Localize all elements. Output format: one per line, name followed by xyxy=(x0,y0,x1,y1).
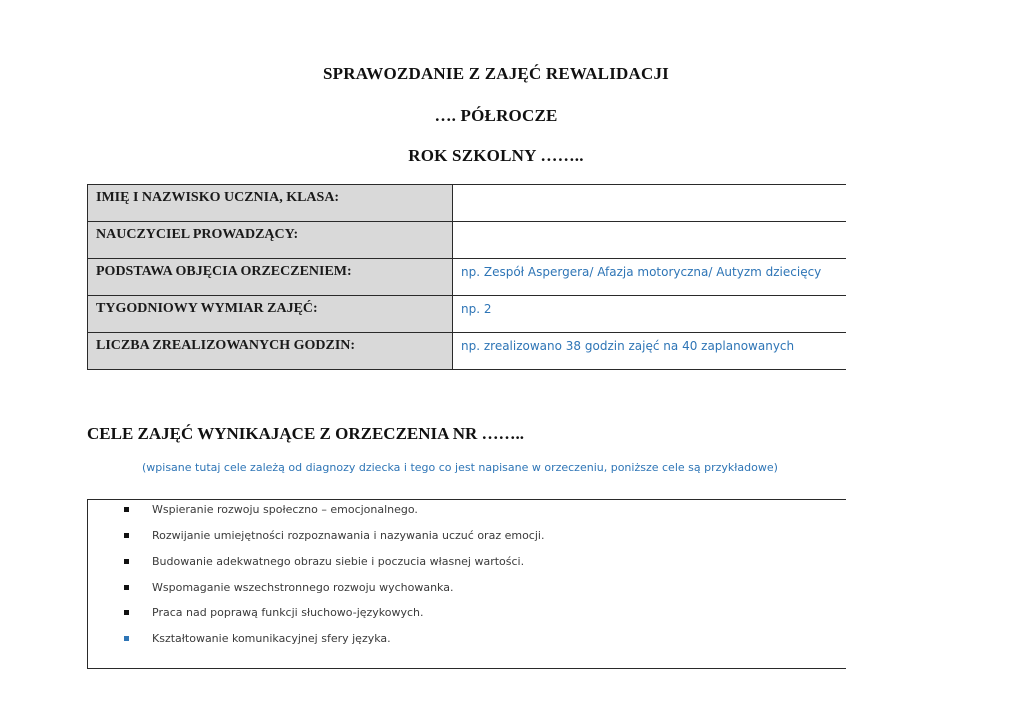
goal-text: Budowanie adekwatnego obrazu siebie i poczucia własnej wartości. xyxy=(152,555,525,568)
student-name-value[interactable] xyxy=(453,185,847,222)
certificate-basis-label: PODSTAWA OBJĘCIA ORZECZENIEM: xyxy=(88,259,453,296)
square-bullet-icon xyxy=(124,559,129,564)
goals-box[interactable] xyxy=(87,499,846,669)
student-info-table xyxy=(87,184,846,370)
weekly-hours-value[interactable]: np. 2 xyxy=(453,296,847,333)
goal-text: Rozwijanie umiejętności rozpoznawania i nazywania uczuć oraz emocji. xyxy=(152,529,545,542)
completed-hours-label: LICZBA ZREALIZOWANYCH GODZIN: xyxy=(88,333,453,370)
list-item xyxy=(124,503,418,516)
square-bullet-icon xyxy=(124,507,129,512)
document-title: SPRAWOZDANIE Z ZAJĘĆ REWALIDACJI xyxy=(323,64,669,83)
school-year-heading: ROK SZKOLNY …….. xyxy=(408,146,584,165)
list-item xyxy=(124,581,453,594)
semester-heading: …. PÓŁROCZE xyxy=(434,106,558,125)
goals-section-title: CELE ZAJĘĆ WYNIKAJĄCE Z ORZECZENIA NR …….. xyxy=(87,424,525,443)
list-item xyxy=(124,555,524,568)
square-bullet-icon xyxy=(124,610,129,615)
student-name-label: IMIĘ I NAZWISKO UCZNIA, KLASA: xyxy=(88,185,453,222)
certificate-basis-value[interactable]: np. Zespół Aspergera/ Afazja motoryczna/ Autyzm dziecięcy xyxy=(453,259,847,296)
goal-text: Wspomaganie wszechstronnego rozwoju wychowanka. xyxy=(152,581,454,594)
table-row xyxy=(88,259,847,296)
weekly-hours-label: TYGODNIOWY WYMIAR ZAJĘĆ: xyxy=(88,296,453,333)
goals-note: (wpisane tutaj cele zależą od diagnozy dziecka i tego co jest napisane w orzeczeniu, poniższe cele są przykładowe) xyxy=(142,461,778,474)
completed-hours-value[interactable]: np. zrealizowano 38 godzin zajęć na 40 zaplanowanych xyxy=(453,333,847,370)
teacher-label: NAUCZYCIEL PROWADZĄCY: xyxy=(88,222,453,259)
list-item xyxy=(124,632,391,645)
goal-text: Kształtowanie komunikacyjnej sfery języka. xyxy=(152,632,391,645)
list-item xyxy=(124,529,544,542)
table-row xyxy=(88,222,847,259)
table-row xyxy=(88,185,847,222)
list-item xyxy=(124,606,424,619)
goal-text: Wspieranie rozwoju społeczno – emocjonalnego. xyxy=(152,503,418,516)
table-row xyxy=(88,333,847,370)
goal-text: Praca nad poprawą funkcji słuchowo-językowych. xyxy=(152,606,424,619)
square-bullet-icon xyxy=(124,533,129,538)
table-row xyxy=(88,296,847,333)
square-bullet-icon xyxy=(124,636,129,641)
square-bullet-icon xyxy=(124,585,129,590)
teacher-value[interactable] xyxy=(453,222,847,259)
